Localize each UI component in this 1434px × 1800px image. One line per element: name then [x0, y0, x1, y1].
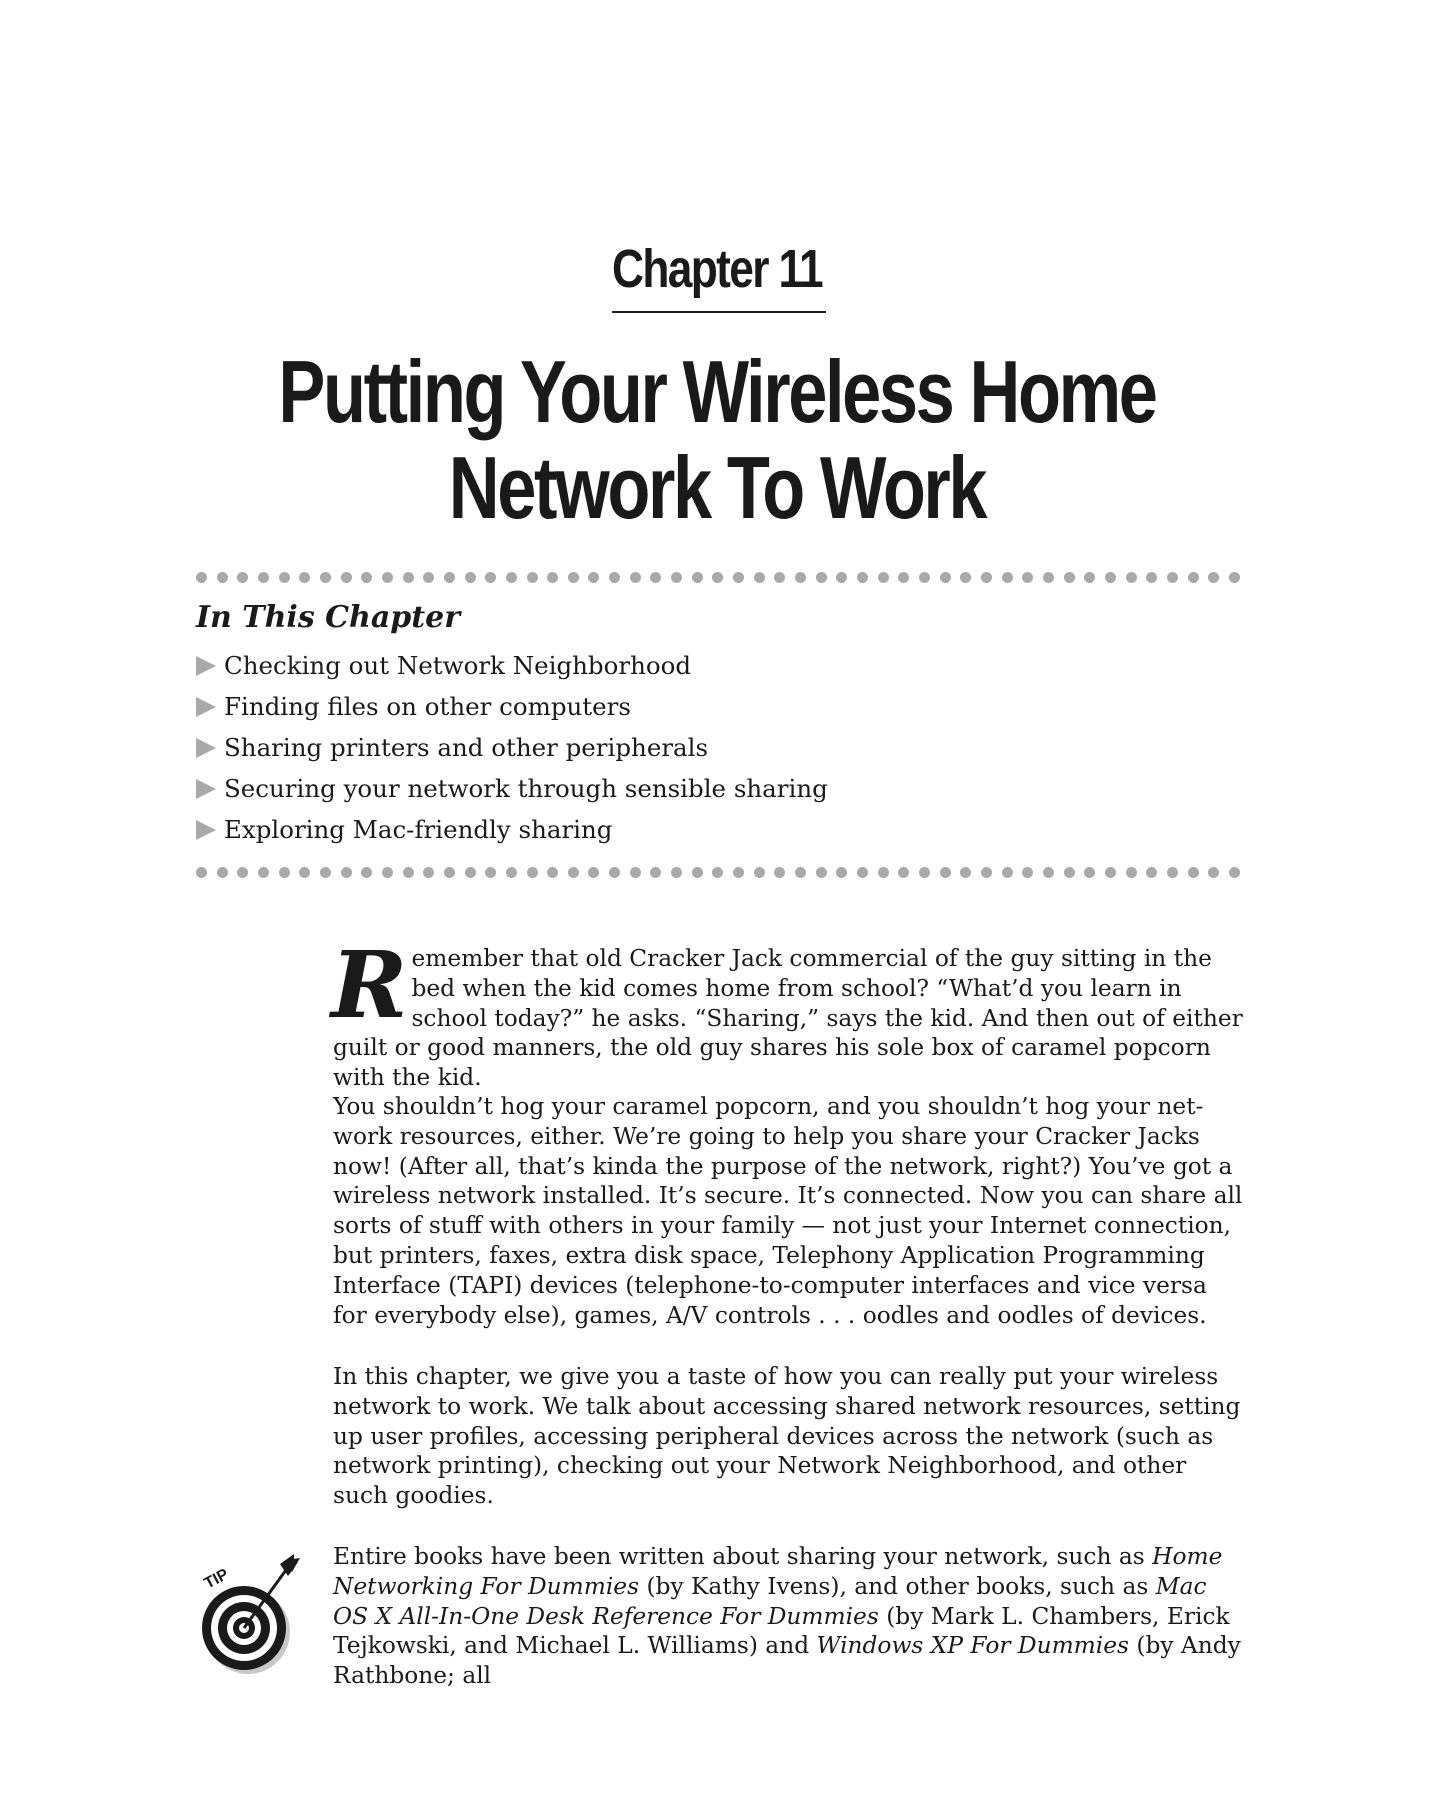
divider-dot: [671, 867, 682, 878]
divider-dot: [217, 867, 228, 878]
divider-dot: [527, 572, 538, 583]
divider-dot: [816, 572, 827, 583]
divider-dot: [588, 572, 599, 583]
drop-cap: R: [331, 931, 408, 1039]
list-item: [196, 768, 828, 809]
divider-dot: [1105, 572, 1116, 583]
divider-dot: [361, 572, 372, 583]
divider-dot: [754, 572, 765, 583]
divider-dot: [857, 867, 868, 878]
divider-dot: [816, 867, 827, 878]
divider-dot: [1229, 867, 1240, 878]
chapter-underline: [612, 311, 826, 313]
tip-text-segment: Entire books have been written about sharing your network, such as: [333, 1543, 1153, 1570]
divider-dot: [1043, 572, 1054, 583]
list-item: [196, 686, 828, 727]
divider-dot: [547, 867, 558, 878]
body-paragraph-3: In this chapter, we give you a taste of how you can really put your wireless network to work. We talk about accessing shared network resources, setting up user profiles, accessing peripheral devices across the network (such as network printing), checking out your Network Neighborhood, and other such goodies.: [333, 1363, 1241, 1510]
divider-dot: [588, 867, 599, 878]
divider-dot: [547, 572, 558, 583]
divider-dot: [1064, 572, 1075, 583]
divider-dot: [506, 867, 517, 878]
bullet-triangle-icon: [196, 779, 216, 799]
divider-dot: [1105, 867, 1116, 878]
divider-dot: [650, 572, 661, 583]
divider-dot: [485, 867, 496, 878]
divider-dot: [423, 867, 434, 878]
divider-dot: [857, 572, 868, 583]
tip-target-icon: [190, 1542, 302, 1674]
divider-dot: [836, 867, 847, 878]
divider-dot: [795, 867, 806, 878]
divider-dot: [423, 572, 434, 583]
divider-dot: [981, 572, 992, 583]
divider-dot: [960, 572, 971, 583]
divider-dot: [465, 867, 476, 878]
bullet-triangle-icon: [196, 656, 216, 676]
divider-dot: [650, 867, 661, 878]
list-item-text: Finding files on other computers: [224, 692, 631, 721]
list-item: [196, 727, 828, 768]
divider-dot: [919, 572, 930, 583]
bullet-triangle-icon: [196, 697, 216, 717]
tip-text-segment: (by Andy Rathbone; all: [333, 1632, 1241, 1690]
intro-paragraph-text: emember that old Cracker Jack commercial of the guy sitting in the bed when the kid comes home from school? “What’d you learn in school today?” he asks. “Sharing,” says the kid. And then out of either guilt or good manners, the old guy shares his sole box of caramel popcorn with the kid.: [333, 945, 1243, 1092]
divider-dot: [774, 572, 785, 583]
divider-dot: [630, 572, 641, 583]
divider-dot: [898, 867, 909, 878]
tip-text-segment: (by Kathy Ivens), and other books, such as: [639, 1572, 1156, 1600]
tip-paragraph: [333, 1542, 1248, 1691]
divider-dot: [774, 867, 785, 878]
divider-dot: [361, 867, 372, 878]
divider-dot: [1208, 572, 1219, 583]
divider-dot: [671, 572, 682, 583]
book-title: Home Networking For Dummies: [333, 1543, 1223, 1600]
divider-dot: [299, 867, 310, 878]
divider-dot: [630, 867, 641, 878]
divider-dot: [299, 572, 310, 583]
divider-dot: [403, 867, 414, 878]
tip-label: TIP: [201, 1565, 232, 1593]
divider-dot: [444, 867, 455, 878]
divider-dot: [568, 867, 579, 878]
list-item-text: Exploring Mac-friendly sharing: [224, 815, 613, 844]
divider-dot: [1167, 572, 1178, 583]
divider-dot: [1043, 867, 1054, 878]
divider-dot: [712, 572, 723, 583]
divider-dot: [1167, 867, 1178, 878]
divider-dot: [1064, 867, 1075, 878]
divider-dot: [981, 867, 992, 878]
body-paragraph-2: You shouldn’t hog your caramel popcorn, and you shouldn’t hog your net-work resources, either. We’re going to help you share your Cracker Jacks now! (After all, that’s kinda the purpose of the network, right?) You’ve got a wireless network installed. It’s secure. It’s connected. Now you can share all sorts of stuff with others in your family — not just your Internet connection, but printers, faxes, extra disk space, Telephony Application Programming Interface (TAPI) devices (telephone-to-computer interfaces and vice versa for everybody else), games, A/V controls . . . oodles and oodles of devices.: [333, 1093, 1243, 1329]
book-title: Windows XP For Dummies: [816, 1632, 1129, 1660]
divider-dot: [258, 572, 269, 583]
divider-dot: [754, 867, 765, 878]
divider-dot: [609, 867, 620, 878]
divider-dot: [940, 572, 951, 583]
divider-dot: [795, 572, 806, 583]
book-title: Mac OS X All-In-One Desk Reference For Dummies: [333, 1572, 1207, 1630]
divider-dot: [444, 572, 455, 583]
divider-dot: [382, 867, 393, 878]
chapter-title-line2: Network To Work: [448, 438, 986, 537]
intro-paragraph: [331, 931, 1248, 1093]
divider-dot: [217, 572, 228, 583]
divider-dot: [237, 572, 248, 583]
divider-dot: [506, 572, 517, 583]
divider-dot: [341, 867, 352, 878]
divider-dot: [878, 867, 889, 878]
divider-dot: [733, 572, 744, 583]
divider-dot: [382, 572, 393, 583]
divider-dot: [258, 867, 269, 878]
list-item-text: Checking out Network Neighborhood: [224, 651, 692, 680]
divider-dot: [878, 572, 889, 583]
divider-dot: [320, 572, 331, 583]
divider-dot: [1126, 572, 1137, 583]
chapter-topics-list: [196, 645, 828, 850]
divider-dot: [1084, 572, 1095, 583]
divider-dot: [1022, 867, 1033, 878]
bullet-triangle-icon: [196, 738, 216, 758]
divider-dot: [836, 572, 847, 583]
divider-dot: [898, 572, 909, 583]
dotted-divider-bottom: [196, 866, 1240, 878]
divider-dot: [196, 572, 207, 583]
tip-text-segment: (by Mark L. Chambers, Erick Tejkowski, and Michael L. Williams) and: [333, 1602, 1230, 1660]
divider-dot: [1229, 572, 1240, 583]
divider-dot: [960, 867, 971, 878]
divider-dot: [527, 867, 538, 878]
bullet-triangle-icon: [196, 820, 216, 840]
chapter-number: Chapter 11: [611, 239, 823, 299]
in-this-chapter-heading: In This Chapter: [196, 600, 461, 635]
divider-dot: [940, 867, 951, 878]
list-item-text: Sharing printers and other peripherals: [224, 733, 709, 762]
divider-dot: [733, 867, 744, 878]
divider-dot: [609, 572, 620, 583]
divider-dot: [1208, 867, 1219, 878]
divider-dot: [712, 867, 723, 878]
chapter-title-line1: Putting Your Wireless Home: [278, 342, 1156, 441]
divider-dot: [1084, 867, 1095, 878]
divider-dot: [1188, 867, 1199, 878]
divider-dot: [1022, 572, 1033, 583]
dotted-divider-top: [196, 571, 1240, 583]
chapter-title: [143, 344, 1290, 536]
divider-dot: [568, 572, 579, 583]
divider-dot: [1146, 572, 1157, 583]
divider-dot: [237, 867, 248, 878]
divider-dot: [403, 572, 414, 583]
divider-dot: [196, 867, 207, 878]
divider-dot: [279, 867, 290, 878]
list-item: [196, 809, 828, 850]
divider-dot: [692, 572, 703, 583]
list-item: [196, 645, 828, 686]
divider-dot: [1188, 572, 1199, 583]
list-item-text: Securing your network through sensible sharing: [224, 774, 828, 803]
divider-dot: [692, 867, 703, 878]
divider-dot: [485, 572, 496, 583]
divider-dot: [1126, 867, 1137, 878]
divider-dot: [1002, 867, 1013, 878]
divider-dot: [1002, 572, 1013, 583]
divider-dot: [341, 572, 352, 583]
divider-dot: [919, 867, 930, 878]
divider-dot: [279, 572, 290, 583]
divider-dot: [1146, 867, 1157, 878]
divider-dot: [320, 867, 331, 878]
divider-dot: [465, 572, 476, 583]
